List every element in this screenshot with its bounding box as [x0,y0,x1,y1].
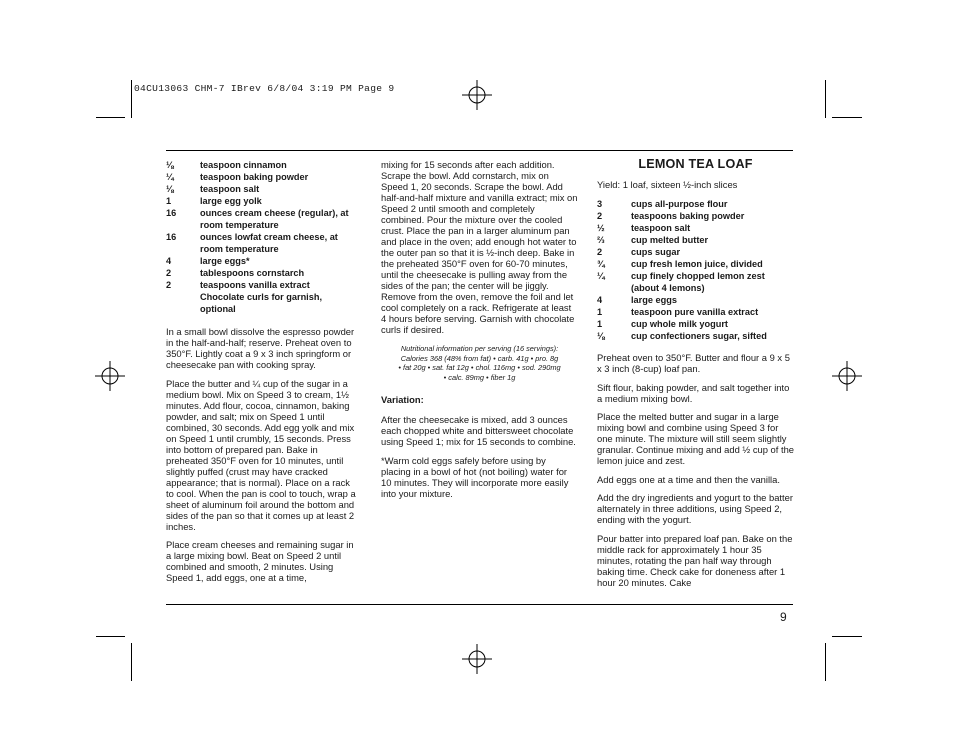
ingredient: 1 cup whole milk yogurt [597,319,728,329]
ingredient: ¼ cup finely chopped lemon zest (about 4 lemons) [597,271,765,293]
instruction-paragraph: Sift flour, baking powder, and salt together into a medium mixing bowl. [597,381,790,404]
ingredient: 3 cups all-purpose flour [597,199,728,209]
ingredient: 1 teaspoon pure vanilla extract [597,307,759,317]
recipe-title: LEMON TEA LOAF [638,157,753,171]
ingredient: 2 cups sugar [597,247,681,257]
ingredient: ¼ teaspoon baking powder [166,172,309,182]
page-number: 9 [780,610,787,624]
crop-mark [825,80,826,118]
ingredient: Chocolate curls for garnish, optional [200,292,323,314]
ingredient: ⅛ teaspoon salt [166,184,260,194]
crop-mark [832,117,862,118]
crop-mark [131,643,132,681]
ingredient: 2 tablespoons cornstarch [166,268,305,278]
registration-mark-icon [462,644,492,674]
ingredient: ¾ cup fresh lemon juice, divided [597,259,763,269]
instruction-paragraph: Pour batter into prepared loaf pan. Bake on the middle rack for approximately 1 hour 35 minutes, rotating the pan half way through baking time. Check cake for doneness after 1 hour 20 minutes. Cake [597,532,793,588]
printer-slug: 04CU13063 CHM-7 IBrev 6/8/04 3:19 PM Page 9 [134,83,395,94]
bottom-rule [166,604,793,605]
crop-mark [96,636,125,637]
instruction-paragraph: In a small bowl dissolve the espresso powder in the half-and-half; reserve. Preheat oven to 350°F. Lightly coat a 9 x 3 inch springform or cheesecake pan with cooking spray. [166,326,355,370]
ingredient: 4 large eggs [597,295,677,305]
ingredient: ⅛ cup confectioners sugar, sifted [597,331,767,341]
crop-mark [825,643,826,681]
instruction-paragraph: Add eggs one at a time and then the vanilla. [597,473,780,485]
ingredient: 2 teaspoons vanilla extract [166,280,310,290]
variation-heading: Variation: [381,394,424,405]
ingredient: 2 teaspoons baking powder [597,211,745,221]
instruction-paragraph: Place the melted butter and sugar in a large mixing bowl and combine using Speed 3 for one minute. The mixture will still seem slightly granular. Continue mixing and add ½ cup of the lemon juice and zest. [597,411,795,466]
nutrition-info: Nutritional information per serving (16 servings): Calories 368 (48% from fat) • carb. 41g • pro. 8g • fat 20g • sat. fat 12g • chol. 116mg • sod. 290mg • calc. 89mg • fiber 1g [398,344,561,382]
variation-text: After the cheesecake is mixed, add 3 ounces each chopped white and bittersweet chocolate using Speed 1; mix for 15 seconds to combine. [381,414,576,447]
ingredient: ⅔ cup melted butter [597,235,709,245]
registration-mark-icon [832,361,862,391]
top-rule [166,150,793,151]
column-left [166,159,360,591]
registration-mark-icon [462,80,492,110]
column-right [597,159,794,595]
instruction-paragraph: Add the dry ingredients and yogurt to the batter alternately in three additions, using Speed 2, ending with the yogurt. [597,492,793,525]
ingredient: 4 large eggs* [166,256,250,266]
ingredient-list [166,159,360,315]
recipe-yield: Yield: 1 loaf, sixteen ½-inch slices [597,179,738,190]
ingredient: ½ teaspoon salt [597,223,691,233]
footnote: *Warm cold eggs safely before using by placing in a bowl of hot (not boiling) water for 10 minutes. They will incorporate more easily into your mixture. [381,454,569,499]
ingredient-list [597,198,794,342]
crop-mark [832,636,862,637]
ingredient: 16 ounces lowfat cream cheese, at room temperature [166,232,338,254]
registration-mark-icon [95,361,125,391]
ingredient: 1 large egg yolk [166,196,262,206]
instruction-paragraph: Place the butter and ¼ cup of the sugar in a medium bowl. Mix on Speed 3 to cream, 1½ minutes. Add flour, cocoa, cinnamon, baking powder, and salt; mix on Speed 1 until combined, 30 seconds. Add egg yolk and mix on Speed 1 until crumbly, 15 seconds. Press into bottom of prepared pan. Bake in preheated 350°F oven for 10 minutes, until slightly puffed (crust may have cracked appearance; that is normal). Place on a rack to cool. When the pan is cool to touch, wrap a sheet of aluminum foil around the bottom and sides of the pan so that it comes up at least 2 inches. [166,377,356,532]
instruction-paragraph: Preheat oven to 350°F. Butter and flour a 9 x 5 x 3 inch (8-cup) loaf pan. [597,352,790,374]
column-middle [381,159,578,506]
ingredient: ⅛ teaspoon cinnamon [166,160,287,170]
instruction-paragraph: Place cream cheeses and remaining sugar in a large mixing bowl. Beat on Speed 2 until combined and smooth, 2 minutes. Using Speed 1, add eggs, one at a time, [166,539,354,583]
ingredient: 16 ounces cream cheese (regular), at room temperature [166,208,349,230]
crop-mark [96,117,125,118]
instruction-paragraph: mixing for 15 seconds after each addition. Scrape the bowl. Add cornstarch, mix on Speed 1, 20 seconds. Scrape the bowl. Add half-and-half mixture and vanilla extract; mix on Speed 2 until smooth and completely combined. Pour the mixture over the cooled crust. Place the pan in a larger aluminum pan and place in the oven; add enough hot water to the outer pan so that it is ½-inch deep. Bake in the preheated 350°F oven for 60-70 minutes, until the cheesecake is pulling away from the sides of the pan; the center will be jiggly. Remove from the oven, remove the foil and let cool completely on a rack. Refrigerate at least 4 hours before serving. Garnish with chocolate curls if desired. [381,159,578,335]
crop-mark [131,80,132,118]
